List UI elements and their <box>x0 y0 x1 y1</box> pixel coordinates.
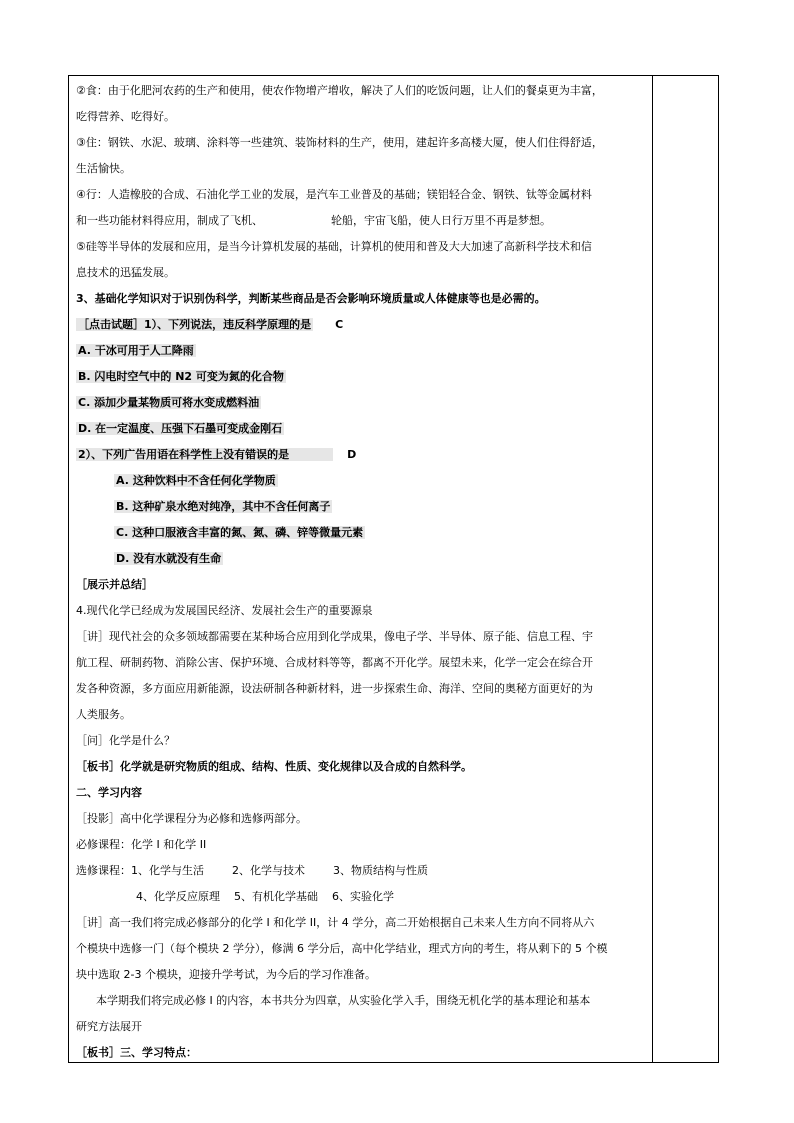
option-line <box>76 468 648 494</box>
option-text: A. 干冰可用于人工降雨 <box>78 344 194 357</box>
board-note: ［板书］三、学习特点： <box>76 1046 197 1059</box>
question-1-stem: ［点击试题］1）、下列说法，违反科学原理的是 <box>78 318 312 331</box>
text-line: 4.现代化学已经成为发展国民经济、发展社会生产的重要源泉 <box>76 604 373 617</box>
option-line <box>76 546 648 572</box>
elective-item: 2、化学与技术 <box>232 864 305 877</box>
question-1 <box>76 312 648 338</box>
text-segment: 轮船，宇宙飞船，使人日行万里不再是梦想。 <box>331 214 551 227</box>
option-text: B. 这种矿泉水绝对纯净，其中不含任何离子 <box>116 500 331 513</box>
option-text: D. 没有水就没有生命 <box>116 552 222 565</box>
text-line: 生活愉快。 <box>76 162 131 175</box>
text-line: 个模块中选修一门（每个模块 2 学分），修满 6 学分后，高中化学结业，理式方向的考生，将从剩下的 5 个模 <box>76 942 608 955</box>
text-line: ②食：由于化肥河农药的生产和使用，使农作物增产增收，解决了人们的吃饭问题，让人们的餐桌更为丰富， <box>76 84 603 97</box>
text-line: 吃得营养、吃得好。 <box>76 110 175 123</box>
option-text: A. 这种饮料中不含任何化学物质 <box>116 474 276 487</box>
text-line <box>76 208 648 234</box>
option-text: D. 在一定温度、压强下石墨可变成金刚石 <box>78 422 283 435</box>
text-line: 3、基础化学知识对于识别伪科学，判断某些商品是否会影响环境质量或人体健康等也是必需的。 <box>76 292 546 305</box>
question-1-answer: C <box>335 318 344 331</box>
text-line: ［讲］现代社会的众多领域都需要在某种场合应用到化学成果，像电子学、半导体、原子能、信息工程、宇 <box>76 630 593 643</box>
option-text: C. 添加少量某物质可将水变成燃料油 <box>78 396 260 409</box>
text-line: 块中选取 2-3 个模块，迎接升学考试，为今后的学习作准备。 <box>76 968 376 981</box>
option-text: B. 闪电时空气中的 N2 可变为氮的化合物 <box>78 370 284 383</box>
option-line <box>76 416 648 442</box>
elective-item: 5、有机化学基础 <box>234 890 318 903</box>
text-line: 研究方法展开 <box>76 1020 142 1033</box>
elective-line-1 <box>76 858 648 884</box>
text-line: 航工程、研制药物、消除公害、保护环境、合成材料等等，都离不开化学。展望未来，化学一定会在综合开 <box>76 656 593 669</box>
text-line: ［问］化学是什么？ <box>76 734 175 747</box>
elective-item: 4、化学反应原理 <box>136 890 220 903</box>
text-line: 本学期我们将完成必修 I 的内容，本书共分为四章，从实验化学入手，围绕无机化学的基本理论和基本 <box>96 994 591 1007</box>
elective-item: 6、实验化学 <box>332 890 394 903</box>
question-2-stem <box>76 448 333 461</box>
text-line: 必修课程：化学 I 和化学 II <box>76 838 207 851</box>
question-2 <box>76 442 648 468</box>
lesson-content <box>76 78 648 1066</box>
text-line: 人类服务。 <box>76 708 131 721</box>
question-2-text: 2）、下列广告用语在科学性上没有错误的是 <box>78 448 290 461</box>
question-2-answer: D <box>347 448 357 461</box>
board-note: ［板书］化学就是研究物质的组成、结构、性质、变化规律以及合成的自然科学。 <box>76 760 472 773</box>
option-text: C. 这种口服液含丰富的氮、氮、磷、锌等微量元素 <box>116 526 364 539</box>
elective-item: 选修课程：1、化学与生活 <box>76 864 204 877</box>
option-line <box>76 494 648 520</box>
text-line: ［投影］高中化学课程分为必修和选修两部分。 <box>76 812 307 825</box>
text-line: ③住：钢铁、水泥、玻璃、涂料等一些建筑、装饰材料的生产，使用，建起许多高楼大厦，使人们住得舒适， <box>76 136 603 149</box>
option-line <box>76 338 648 364</box>
text-line: ［讲］高一我们将完成必修部分的化学 I 和化学 II，计 4 学分，高二开始根据自己未来人生方向不同将从六 <box>76 916 595 929</box>
option-line <box>76 364 648 390</box>
text-line: ⑤硅等半导体的发展和应用，是当今计算机发展的基础，计算机的使用和普及大大加速了高新科学技术和信 <box>76 240 592 253</box>
text-segment: 和一些功能材料得应用，制成了飞机、 <box>76 214 263 227</box>
text-line: 发各种资源，多方面应用新能源，设法研制各种新材料，进一步探索生命、海洋、空间的奥秘方面更好的为 <box>76 682 593 695</box>
text-line: ④行：人造橡胶的合成、石油化学工业的发展，是汽车工业普及的基础；镁铝轻合金、钢铁、钛等金属材料 <box>76 188 592 201</box>
elective-item: 3、物质结构与性质 <box>333 864 428 877</box>
elective-line-2 <box>76 884 648 910</box>
section-label: ［展示并总结］ <box>76 578 153 591</box>
table-column-divider <box>652 75 653 1063</box>
option-line <box>76 520 648 546</box>
section-heading: 二、学习内容 <box>76 786 142 799</box>
text-line: 息技术的迅猛发展。 <box>76 266 175 279</box>
option-line <box>76 390 648 416</box>
